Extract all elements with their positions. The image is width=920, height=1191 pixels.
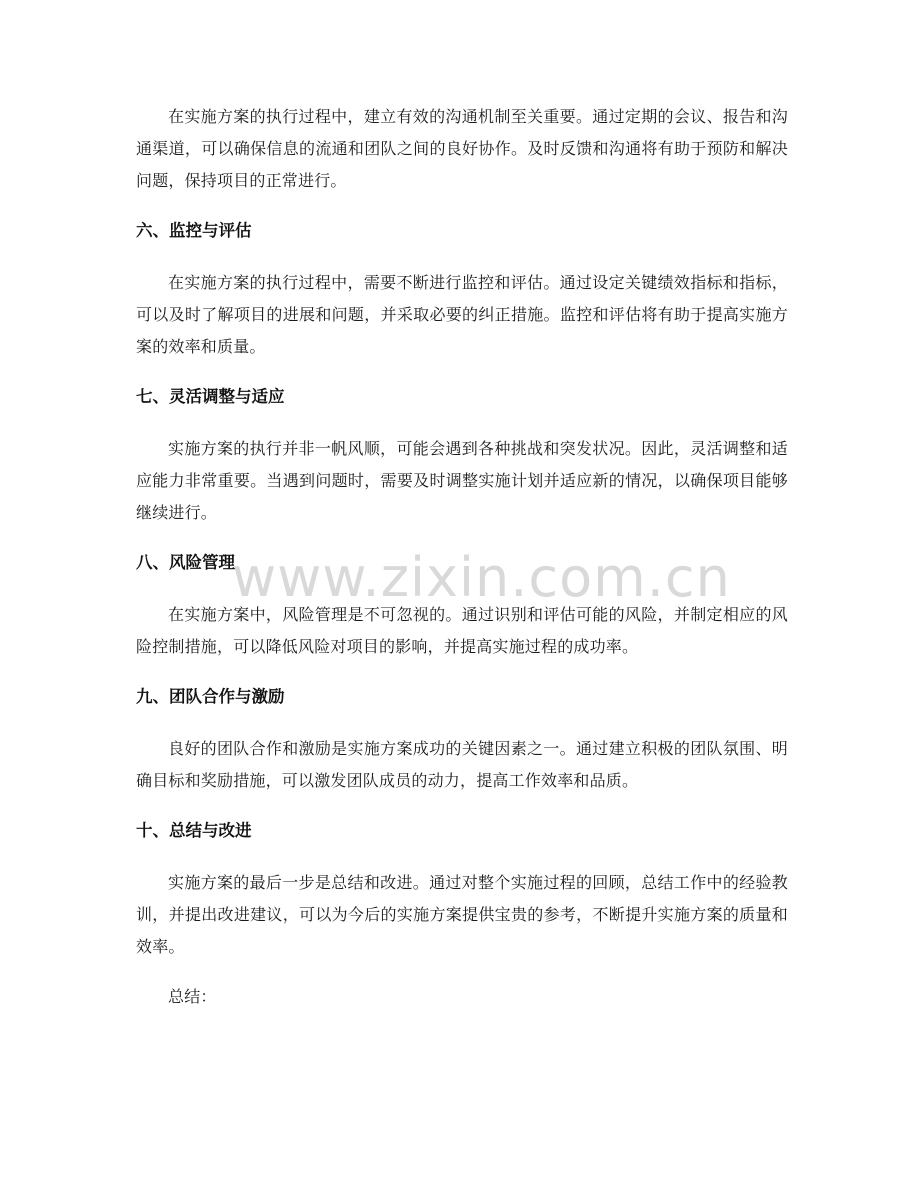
watermark: www.zixin.com.cn [232,546,731,609]
section-paragraph-risk: 在实施方案中，风险管理是不可忽视的。通过识别和评估可能的风险，并制定相应的风险控制措施，可以降低风险对项目的影响，并提高实施过程的成功率。 [136,605,788,656]
section-heading-risk: 八、风险管理 [136,553,235,572]
section-paragraph-teamwork: 良好的团队合作和激励是实施方案成功的关键因素之一。通过建立积极的团队氛围、明确目标和奖励措施，可以激发团队成员的动力，提高工作效率和品质。 [136,739,788,790]
intro-paragraph: 在实施方案的执行过程中，建立有效的沟通机制至关重要。通过定期的会议、报告和沟通渠道，可以确保信息的流通和团队之间的良好协作。及时反馈和沟通将有助于预防和解决问题，保持项目的正常进行。 [136,107,788,190]
summary-label: 总结： [168,987,217,1006]
section-heading-teamwork: 九、团队合作与激励 [136,687,285,706]
section-heading-adjustment: 七、灵活调整与适应 [136,387,285,406]
section-heading-summary-improve: 十、总结与改进 [136,821,252,840]
section-paragraph-adjustment: 实施方案的执行并非一帆风顺，可能会遇到各种挑战和突发状况。因此，灵活调整和适应能力非常重要。当遇到问题时，需要及时调整实施计划并适应新的情况，以确保项目能够继续进行。 [136,439,788,522]
section-heading-monitoring: 六、监控与评估 [136,221,252,240]
section-paragraph-monitoring: 在实施方案的执行过程中，需要不断进行监控和评估。通过设定关键绩效指标和指标，可以及时了解项目的进展和问题，并采取必要的纠正措施。监控和评估将有助于提高实施方案的效率和质量。 [136,273,788,356]
document-body [136,101,788,1013]
section-paragraph-summary-improve: 实施方案的最后一步是总结和改进。通过对整个实施过程的回顾，总结工作中的经验教训，并提出改进建议，可以为今后的实施方案提供宝贵的参考，不断提升实施方案的质量和效率。 [136,873,788,956]
